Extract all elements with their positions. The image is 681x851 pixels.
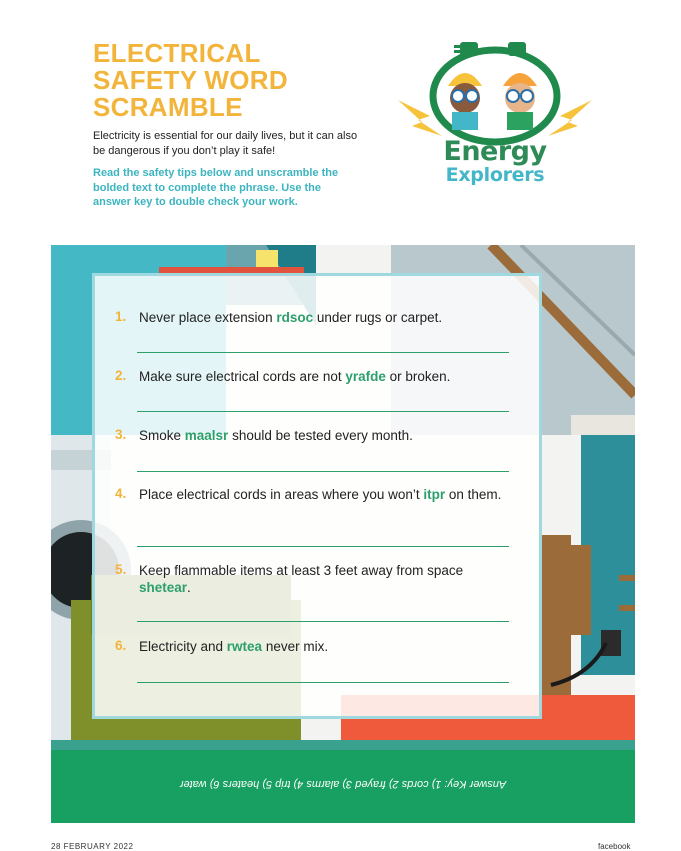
logo-text-energy: Energy bbox=[443, 136, 547, 167]
scrambled-word: shetear bbox=[139, 580, 188, 595]
scrambled-word: rwtea bbox=[226, 639, 263, 654]
page-footer-right: facebook bbox=[598, 842, 631, 851]
logo-text-explorers: Explorers bbox=[445, 164, 545, 186]
answer-key-text: Answer Key: 1) cords 2) frayed 3) alarms 4) trip 5) heaters 6) water bbox=[179, 778, 507, 790]
answer-line[interactable] bbox=[137, 411, 509, 412]
title-line: SAFETY WORD bbox=[93, 65, 288, 95]
item-text: Smoke maalsr should be tested every month. bbox=[139, 428, 413, 443]
item-text: Keep flammable items at least 3 feet away from space shetear. bbox=[139, 563, 464, 595]
scrambled-word: itpr bbox=[423, 487, 446, 502]
answer-line[interactable] bbox=[137, 352, 509, 353]
answer-line[interactable] bbox=[137, 682, 509, 683]
item-number: 5. bbox=[115, 562, 127, 577]
page-title bbox=[93, 40, 288, 121]
title-line: ELECTRICAL bbox=[93, 38, 261, 68]
item-text: Electricity and rwtea never mix. bbox=[139, 639, 329, 654]
item-text: Never place extension rdsoc under rugs or carpet. bbox=[139, 310, 443, 325]
item-number: 2. bbox=[115, 368, 127, 383]
worksheet-card bbox=[92, 273, 542, 719]
intro-text: Electricity is essential for our daily lives, but it can also be dangerous if you don’t play it safe! bbox=[93, 130, 358, 157]
title-line: SCRAMBLE bbox=[93, 92, 243, 122]
item-text: Place electrical cords in areas where you won’t itpr on them. bbox=[139, 487, 502, 502]
item-number: 1. bbox=[115, 309, 127, 324]
answer-key-band bbox=[51, 750, 635, 823]
page-footer: 28 FEBRUARY 2022 bbox=[51, 842, 134, 851]
energy-explorers-logo bbox=[390, 38, 600, 188]
instructions-text: Read the safety tips below and unscramble the bolded text to complete the phrase. Use the answer key to double check your work. bbox=[93, 167, 339, 208]
scrambled-word: maalsr bbox=[184, 428, 229, 443]
item-number: 4. bbox=[115, 486, 127, 501]
item-number: 3. bbox=[115, 427, 127, 442]
scrambled-word: rdsoc bbox=[276, 310, 314, 325]
answer-line[interactable] bbox=[137, 546, 509, 547]
item-text: Make sure electrical cords are not yrafde or broken. bbox=[139, 369, 451, 384]
item-number: 6. bbox=[115, 638, 127, 653]
answer-line[interactable] bbox=[137, 621, 509, 622]
answer-line[interactable] bbox=[137, 471, 509, 472]
scrambled-word: yrafde bbox=[345, 369, 386, 384]
